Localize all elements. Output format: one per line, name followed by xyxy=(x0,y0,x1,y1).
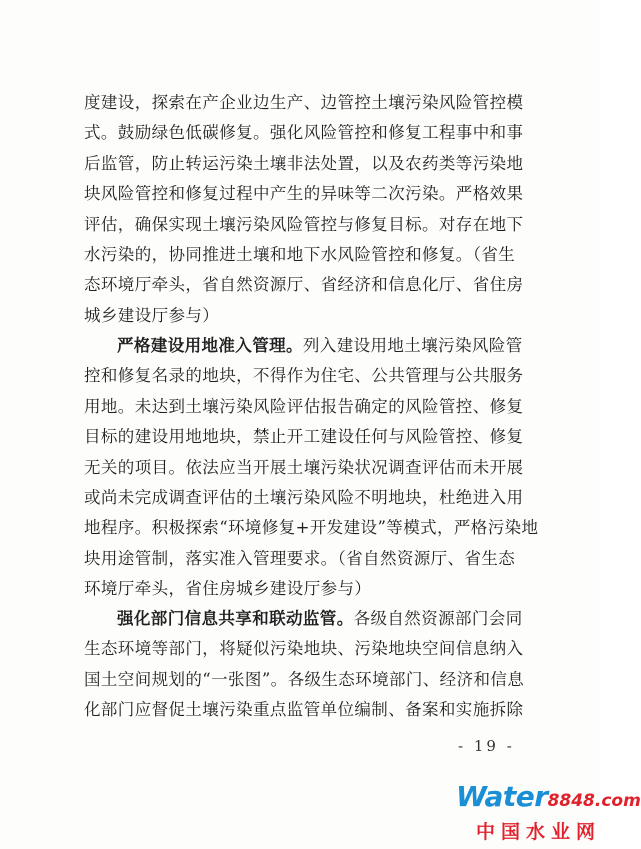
paragraph-3 xyxy=(84,604,524,726)
paragraph-1-line: 态环境厅牵头，省自然资源厅、省经济和信息化厅、省住房 xyxy=(84,275,524,295)
watermark-chinese: 中国水业网 xyxy=(476,821,602,843)
watermark-word: Water xyxy=(456,780,548,813)
paragraph-1-line: 水污染的，协同推进土壤和地下水风险管控和修复。（省生 xyxy=(84,244,516,264)
paragraph-2-first-line xyxy=(84,331,524,361)
paragraph-2-line: 块用途管制，落实准入管理要求。（省自然资源厅、省生态 xyxy=(84,548,516,568)
paragraph-2-line: 用地。未达到土壤污染风险评估报告确定的风险管控、修复 xyxy=(84,396,524,416)
paragraph-2-line: 或尚未完成调查评估的土壤污染风险不明地块，杜绝进入用 xyxy=(84,487,524,507)
paragraph-2-line: 控和修复名录的地块，不得作为住宅、公共管理与公共服务 xyxy=(84,366,524,386)
paragraph-1 xyxy=(84,88,524,331)
paragraph-2-heading: 严格建设用地准入管理。 xyxy=(117,336,303,355)
paragraph-1-line: 块风险管控和修复过程中产生的异味等二次污染。严格效果 xyxy=(84,184,524,204)
watermark-suffix: .com xyxy=(594,791,641,811)
paragraph-2-line: 地程序。积极探索“环境修复+开发建设”等模式，严格污染地 xyxy=(84,518,539,538)
paragraph-3-line: 国土空间规划的“一张图”。各级生态环境部门、经济和信息 xyxy=(84,669,525,689)
watermark-logo xyxy=(456,780,641,846)
watermark-brand xyxy=(456,780,641,813)
paragraph-1-line: 式。鼓励绿色低碳修复。强化风险管控和修复工程事中和事 xyxy=(84,123,524,143)
paragraph-3-heading: 强化部门信息共享和联动监管。 xyxy=(117,609,354,628)
paragraph-3-first-line xyxy=(84,604,524,634)
paragraph-1-line: 城乡建设厅参与） xyxy=(84,305,220,325)
paragraph-3-line: 化部门应督促土壤污染重点监管单位编制、备案和实施拆除 xyxy=(84,700,524,720)
paragraph-2-first-line-text: 列入建设用地土壤污染风险管 xyxy=(302,336,523,355)
paragraph-1-line: 评估，确保实现土壤污染风险管控与修复目标。对存在地下 xyxy=(84,214,524,234)
paragraph-3-line: 生态环境等部门，将疑似污染地块、污染地块空间信息纳入 xyxy=(84,639,524,659)
paragraph-2-line: 环境厅牵头，省住房城乡建设厅参与） xyxy=(84,579,372,599)
paragraph-1-line: 度建设，探索在产企业边生产、边管控土壤污染风险管控模 xyxy=(84,93,524,112)
watermark-number: 8848 xyxy=(547,791,595,811)
page-number: - 19 - xyxy=(458,737,515,755)
paragraph-2-line: 目标的建设用地地块，禁止开工建设任何与风险管控、修复 xyxy=(84,427,524,447)
paragraph-2 xyxy=(84,331,539,605)
paragraph-3-first-line-text: 各级自然资源部门会同 xyxy=(353,609,523,628)
paragraph-1-line: 后监管，防止转运污染土壤非法处置，以及农药类等污染地 xyxy=(84,153,524,173)
paragraph-2-line: 无关的项目。依法应当开展土壤污染状况调查评估而未开展 xyxy=(84,457,524,477)
